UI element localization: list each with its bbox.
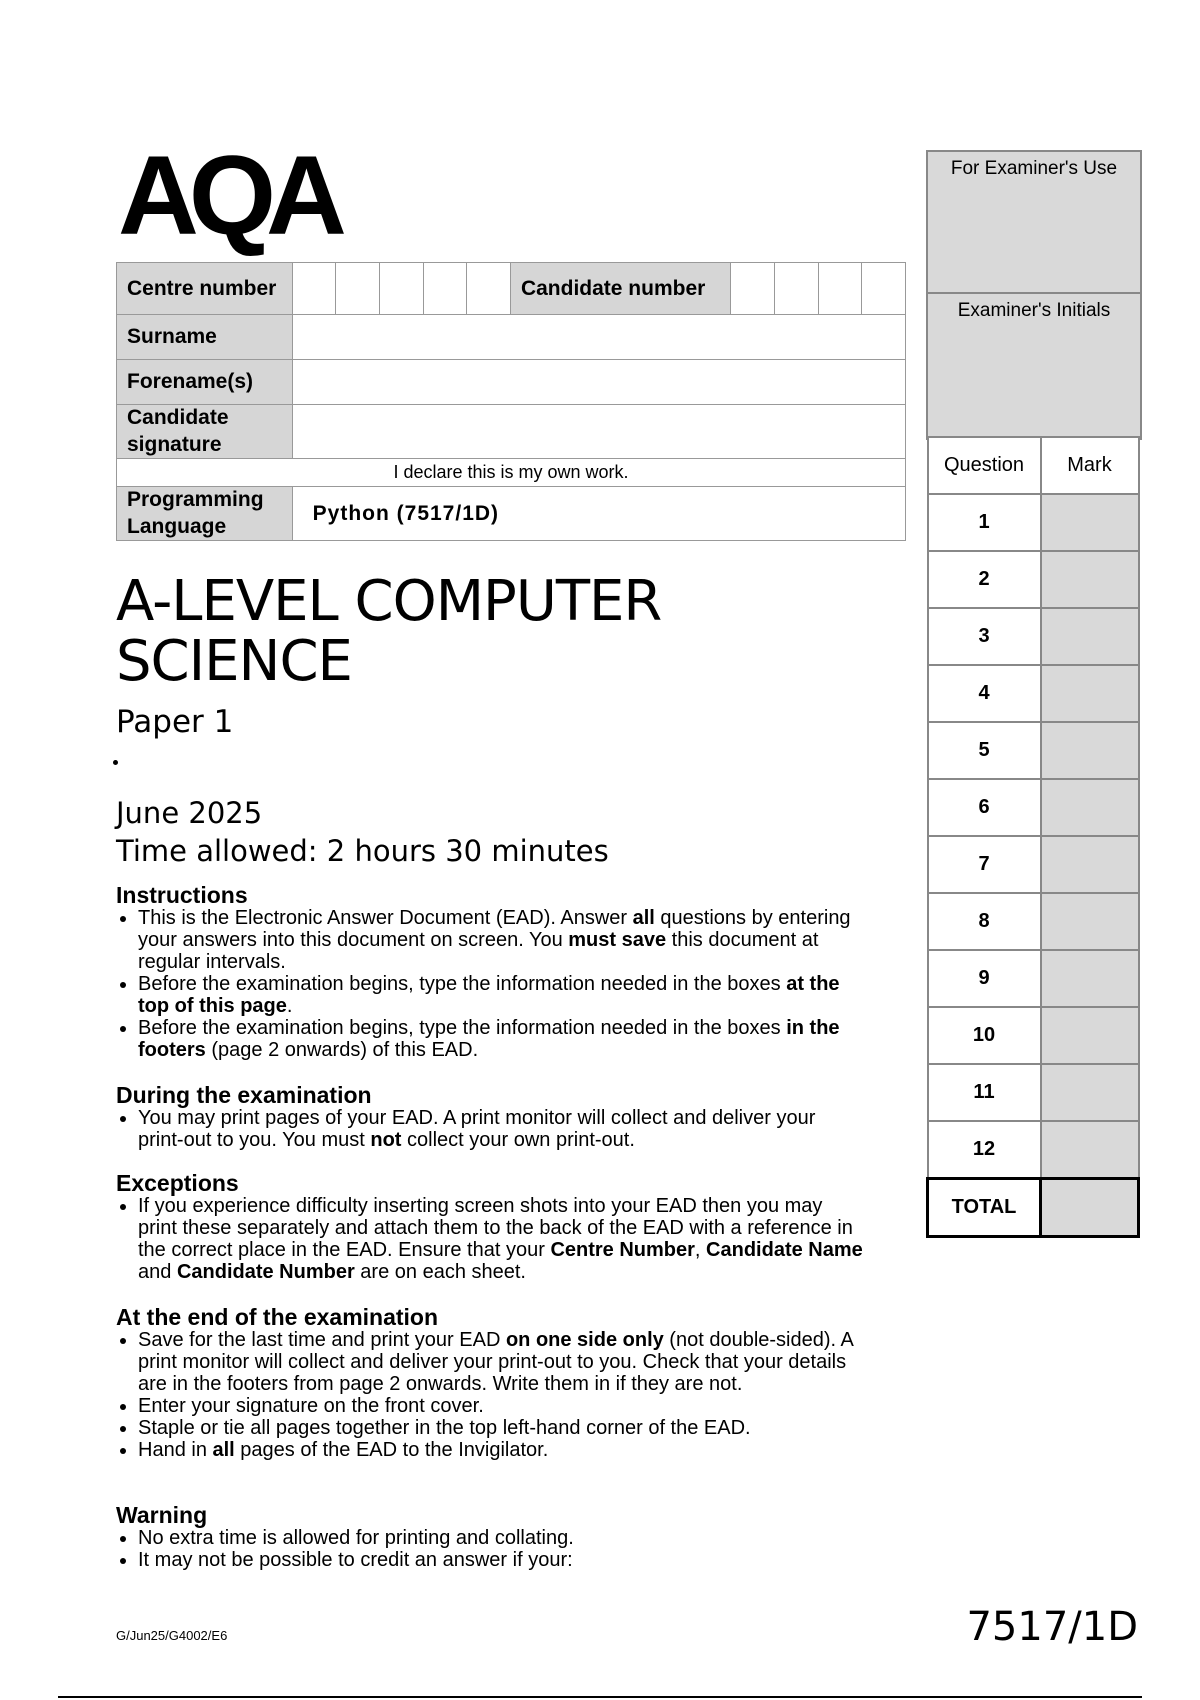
mark-cell[interactable] [1041,608,1139,665]
language-value: Python (7517/1D) [292,487,905,541]
exam-title [116,569,662,694]
mark-cell[interactable] [1041,722,1139,779]
end-item: • Save for the last time and print your EAD on one side only (not double-sided). A print monitor will collect and deliver your print-out to you. Check that your details are in the footers from page 2 onwards. Write them in if they are not. [138,1329,866,1395]
mark-header: Mark [1041,437,1139,494]
exceptions-heading: Exceptions [116,1170,239,1196]
forenames-field[interactable] [292,360,905,405]
centre-number-box-3[interactable] [379,263,423,315]
declaration-text: I declare this is my own work. [117,459,906,487]
bullet-mark [113,760,118,765]
centre-number-box-5[interactable] [467,263,511,315]
mark-cell[interactable] [1041,950,1139,1007]
during-heading: During the examination [116,1082,372,1108]
end-heading: At the end of the examination [116,1304,439,1330]
candidate-number-box-4[interactable] [862,263,906,315]
instructions-heading: Instructions [116,882,248,908]
instruction-item: • Before the examination begins, type the information needed in the boxes in the footers (page 2 onwards) of this EAD. [138,1017,866,1061]
question-number: 5 [928,722,1041,779]
examiner-use-box [926,150,1142,440]
centre-number-label: Centre number [117,263,293,315]
signature-field[interactable] [292,405,905,459]
mark-cell[interactable] [1041,494,1139,551]
centre-number-box-4[interactable] [423,263,467,315]
during-section [116,1084,866,1151]
centre-number-box-1[interactable] [292,263,336,315]
instructions-section [116,884,866,1061]
question-number: 8 [928,893,1041,950]
paper-code: 7517/1D [966,1604,1138,1650]
candidate-number-box-3[interactable] [818,263,862,315]
forenames-label: Forename(s) [117,360,293,405]
mark-cell[interactable] [1041,893,1139,950]
centre-number-box-2[interactable] [336,263,380,315]
question-header: Question [928,437,1041,494]
title-line-1: A-LEVEL COMPUTER [116,569,662,634]
title-line-2: SCIENCE [116,629,352,694]
instruction-item: • Before the examination begins, type the information needed in the boxes at the top of this page. [138,973,866,1017]
mark-cell[interactable] [1041,1121,1139,1179]
total-mark-cell[interactable] [1041,1179,1139,1237]
exam-date: June 2025 [116,796,263,830]
end-item: • Staple or tie all pages together in the top left-hand corner of the EAD. [138,1417,866,1439]
exceptions-section [116,1172,866,1283]
end-item: • Hand in all pages of the EAD to the Invigilator. [138,1439,866,1461]
mark-cell[interactable] [1041,779,1139,836]
examiners-initials-label: Examiner's Initials [957,300,1111,321]
question-number: 4 [928,665,1041,722]
question-number: 10 [928,1007,1041,1064]
question-number: 6 [928,779,1041,836]
candidate-number-box-1[interactable] [731,263,775,315]
question-number: 2 [928,551,1041,608]
marks-table [926,436,1140,1238]
warning-item: • No extra time is allowed for printing and collating. [138,1527,866,1549]
time-allowed: Time allowed: 2 hours 30 minutes [116,834,609,868]
warning-section [116,1504,866,1571]
candidate-details-form [116,262,906,541]
language-label: Programming Language [117,487,293,541]
candidate-number-box-2[interactable] [774,263,818,315]
mark-cell[interactable] [1041,665,1139,722]
question-number: 9 [928,950,1041,1007]
end-item: • Enter your signature on the front cover. [138,1395,866,1417]
question-number: 3 [928,608,1041,665]
signature-label: Candidate signature [117,405,293,459]
paper-number: Paper 1 [116,704,234,740]
surname-field[interactable] [292,315,905,360]
warning-heading: Warning [116,1502,208,1528]
during-item: • You may print pages of your EAD. A print monitor will collect and deliver your print-out to you. You must not collect your own print-out. [138,1107,866,1151]
instruction-item: • This is the Electronic Answer Document (EAD). Answer all questions by entering your answers into this document on screen. You must save this document at regular intervals. [138,907,866,973]
end-section [116,1306,866,1461]
warning-item: • It may not be possible to credit an answer if your: [138,1549,866,1571]
mark-cell[interactable] [1041,1064,1139,1121]
aqa-logo: AQA [118,133,337,258]
question-number: 1 [928,494,1041,551]
exceptions-item: • If you experience difficulty inserting screen shots into your EAD then you may print these separately and attach them to the back of the EAD with a reference in the correct place in the EAD. Ensure that your Centre Number, Candidate Name and Candidate Number are on each sheet. [138,1195,866,1283]
question-number: 7 [928,836,1041,893]
mark-cell[interactable] [1041,1007,1139,1064]
document-reference: G/Jun25/G4002/E6 [116,1628,228,1643]
footer-rule [58,1696,1142,1698]
question-number: 12 [928,1121,1041,1179]
examiners-use-label: For Examiner's Use [928,152,1140,294]
mark-cell[interactable] [1041,551,1139,608]
candidate-number-label: Candidate number [510,263,730,315]
total-label: TOTAL [928,1179,1041,1237]
question-number: 11 [928,1064,1041,1121]
surname-label: Surname [117,315,293,360]
mark-cell[interactable] [1041,836,1139,893]
